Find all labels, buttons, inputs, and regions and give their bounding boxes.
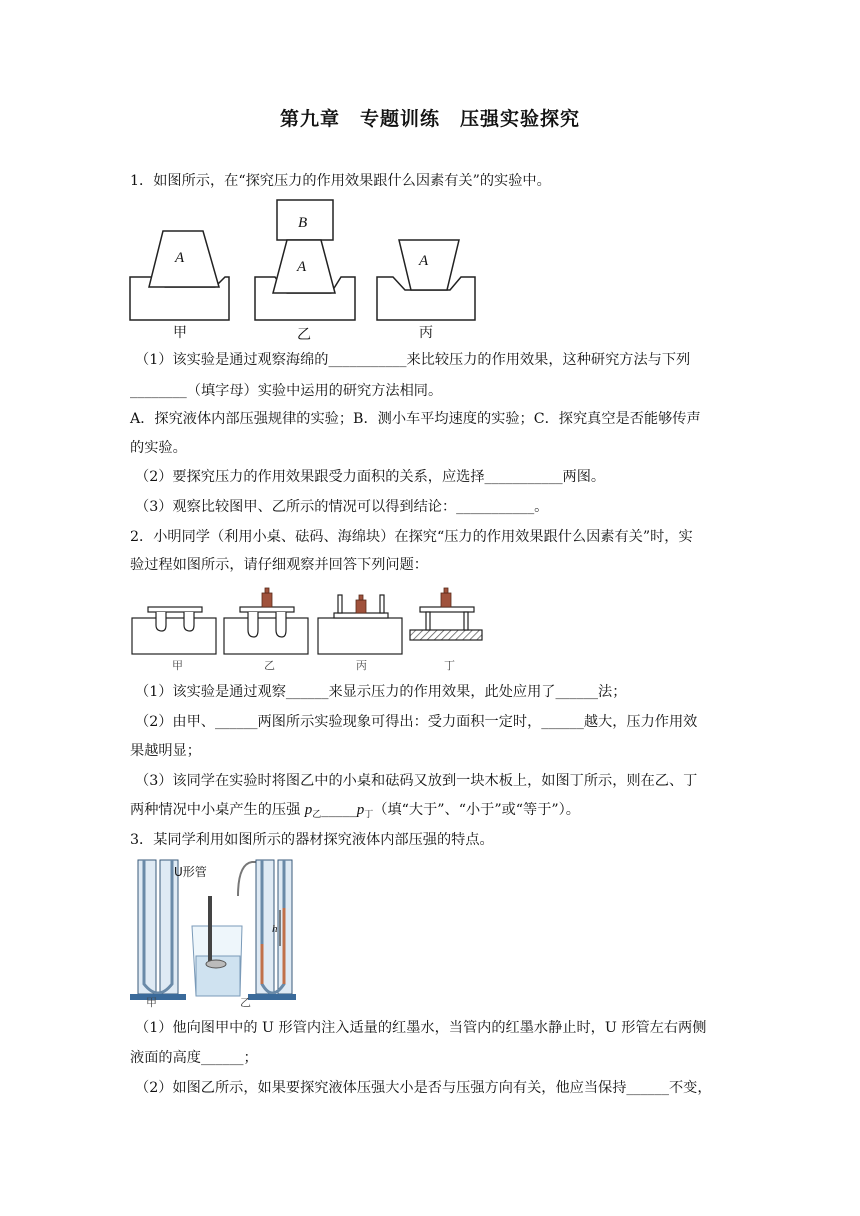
q1-part1-line1: （1）该实验是通过观察海绵的___________来比较压力的作用效果，这种研究方法与下列 <box>135 352 691 368</box>
table-top-ding <box>420 607 474 612</box>
sponge-bing <box>318 618 402 654</box>
q2-part3-line2 <box>130 800 740 825</box>
block-a-bing <box>399 240 459 290</box>
block-b-label: B <box>298 215 308 231</box>
q1-stem: 1．如图所示，在“探究压力的作用效果跟什么因素有关”的实验中。 <box>130 173 551 189</box>
subscript-yi: 乙 <box>312 810 322 820</box>
answer-blank: _____ <box>321 802 357 818</box>
block-a-label-bing: A <box>419 253 429 269</box>
height-label: h <box>272 923 278 935</box>
u-tube-jia <box>138 860 178 994</box>
q1-label-bing: 丙 <box>419 325 433 341</box>
q2-part2-line1: （2）由甲、______两图所示实验现象可得出：受力面积一定时，______越大，压力作用效 <box>135 714 698 730</box>
subscript-ding: 丁 <box>364 810 374 820</box>
block-a-label-yi: A <box>297 259 307 275</box>
q3-part1-line2: 液面的高度______； <box>130 1050 258 1066</box>
weight-ding <box>441 593 451 607</box>
p-symbol-ding: p <box>356 802 365 818</box>
q1-part3: （3）观察比较图甲、乙所示的情况可以得到结论：___________。 <box>135 499 549 515</box>
p-symbol-yi: p <box>304 802 313 818</box>
sponge-jia <box>132 618 216 654</box>
q1-options-line2: 的实验。 <box>130 440 187 456</box>
q2-part2-line2: 果越明显； <box>130 743 201 759</box>
weight-yi <box>262 593 272 607</box>
q2-figure <box>128 585 488 673</box>
q3-label-yi: 乙 <box>240 996 251 1009</box>
u-tube-label: U形管 <box>174 865 207 879</box>
block-a-label-jia: A <box>175 250 185 266</box>
q2-part3-line1: （3）该同学在实验时将图乙中的小桌和砝码又放到一块木板上，如图丁所示，则在乙、丁 <box>135 773 698 789</box>
q1-label-jia: 甲 <box>173 325 187 341</box>
q2-label-bing: 丙 <box>356 659 367 672</box>
stand-base-jia <box>130 994 186 1000</box>
q1-label-yi: 乙 <box>297 327 311 343</box>
stand-base-yi <box>248 994 296 1000</box>
q2-stem-line2: 验过程如图所示，请仔细观察并回答下列问题： <box>130 557 428 573</box>
q1-part2: （2）要探究压力的作用效果跟受力面积的关系，应选择___________两图。 <box>135 469 606 485</box>
q3-label-jia: 甲 <box>146 996 157 1009</box>
page-title: 第九章 专题训练 压强实验探究 <box>279 108 580 130</box>
board-ding <box>410 630 482 640</box>
q3-part2: （2）如图乙所示，如果要探究液体压强大小是否与压强方向有关，他应当保持______不变， <box>135 1080 712 1096</box>
q2-part3-suffix: （填“大于”、“小于”或“等于”）。 <box>373 802 580 818</box>
q2-part1: （1）该实验是通过观察______来显示压力的作用效果，此处应用了______法； <box>135 684 627 700</box>
table-top-bing <box>334 613 388 618</box>
q1-part1-line2: ________（填字母）实验中运用的研究方法相同。 <box>130 383 443 399</box>
q3-part1-line1: （1）他向图甲中的 U 形管内注入适量的红墨水，当管内的红墨水静止时，U 形管左右两侧 <box>135 1020 707 1036</box>
sponge-yi <box>224 618 308 654</box>
q3-stem: 3．某同学利用如图所示的器材探究液体内部压强的特点。 <box>130 832 494 848</box>
probe-head <box>206 960 226 968</box>
q2-stem-line1: 2．小明同学（利用小桌、砝码、海绵块）在探究“压力的作用效果跟什么因素有关”时，实 <box>130 529 693 545</box>
q1-figure <box>125 195 485 343</box>
q2-part3-prefix: 两种情况中小桌产生的压强 <box>130 802 305 818</box>
q2-label-yi: 乙 <box>264 659 275 672</box>
table-top-jia <box>148 607 202 612</box>
table-top-yi <box>240 607 294 612</box>
q2-label-jia: 甲 <box>172 659 183 672</box>
q1-options-line1: A．探究液体内部压强规律的实验；B．测小车平均速度的实验；C．探究真空是否能够传声 <box>130 411 701 427</box>
weight-bing <box>356 600 366 613</box>
q2-label-ding: 丁 <box>444 659 455 672</box>
q3-figure <box>126 856 296 1012</box>
